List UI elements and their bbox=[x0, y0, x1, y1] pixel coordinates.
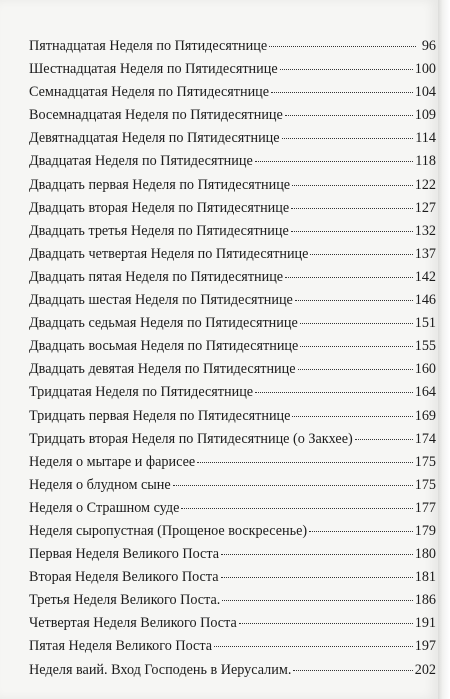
toc-leader-dots bbox=[291, 208, 413, 209]
toc-leader-dots bbox=[291, 231, 413, 232]
toc-leader-dots bbox=[221, 554, 413, 555]
toc-leader-dots bbox=[310, 254, 412, 255]
toc-entry-page-number: 202 bbox=[414, 661, 436, 678]
toc-leader-dots bbox=[222, 600, 412, 601]
toc-leader-dots bbox=[285, 277, 413, 278]
toc-entry bbox=[29, 546, 436, 569]
toc-leader-dots bbox=[292, 416, 412, 417]
toc-entry-title: Двадцать восьмая Неделя по Пятидесятнице bbox=[29, 338, 299, 355]
toc-entry-page-number: 118 bbox=[415, 153, 436, 170]
toc-entry-page-number: 122 bbox=[414, 176, 436, 193]
toc-entry-title: Двадцать первая Неделя по Пятидесятнице bbox=[29, 176, 291, 193]
toc-entry-title: Первая Неделя Великого Поста bbox=[29, 546, 220, 563]
toc-leader-dots bbox=[285, 115, 413, 116]
toc-entry-title: Вторая Неделя Великого Поста bbox=[29, 569, 219, 586]
toc-entry-title: Двадцать шестая Неделя по Пятидесятнице bbox=[29, 292, 293, 309]
toc-entry-title: Двадцать пятая Неделя по Пятидесятнице bbox=[29, 268, 284, 285]
toc-entry-page-number: 146 bbox=[414, 292, 436, 309]
toc-entry-title: Двадцать вторая Неделя по Пятидесятнице bbox=[29, 199, 290, 216]
toc-entry-title: Неделя сыропустная (Прощеное воскресенье) bbox=[29, 522, 308, 539]
toc-entry bbox=[29, 200, 436, 223]
toc-entry-title: Неделя о Страшном суде bbox=[29, 499, 180, 516]
toc-leader-dots bbox=[298, 369, 413, 370]
toc-entry-title: Пятнадцатая Неделя по Пятидесятнице bbox=[29, 38, 268, 54]
toc-entry bbox=[29, 315, 436, 338]
toc-entry-title: Восемнадцатая Неделя по Пятидесятнице bbox=[29, 107, 283, 124]
toc-leader-dots bbox=[293, 670, 412, 671]
toc-entry-page-number: 137 bbox=[414, 245, 436, 262]
toc-entry-page-number: 197 bbox=[414, 638, 436, 655]
toc-entry-page-number: 160 bbox=[414, 361, 436, 378]
toc-entry-page-number: 191 bbox=[414, 615, 436, 632]
toc-entry bbox=[29, 177, 436, 200]
toc-entry-page-number: 109 bbox=[414, 107, 436, 124]
toc-entry-title: Двадцать седьмая Неделя по Пятидесятнице bbox=[29, 315, 298, 332]
toc-leader-dots bbox=[355, 439, 413, 440]
toc-entry-page-number: 177 bbox=[414, 499, 436, 516]
toc-entry bbox=[29, 61, 436, 84]
toc-entry-page-number: 169 bbox=[414, 407, 436, 424]
toc-leader-dots bbox=[309, 531, 413, 532]
toc-leader-dots bbox=[255, 161, 413, 162]
toc-entry-title: Двадцать третья Неделя по Пятидесятнице bbox=[29, 222, 289, 239]
toc-entry-page-number: 142 bbox=[414, 268, 436, 285]
toc-entry-page-number: 104 bbox=[414, 84, 436, 101]
toc-entry bbox=[29, 107, 436, 130]
toc-entry bbox=[29, 292, 436, 315]
toc-entry bbox=[29, 662, 436, 685]
toc-entry bbox=[29, 338, 436, 361]
toc-leader-dots bbox=[239, 623, 413, 624]
toc-entry bbox=[29, 454, 436, 477]
toc-entry bbox=[29, 384, 436, 407]
toc-entry-title: Двадцать четвертая Неделя по Пятидесятнице bbox=[29, 245, 309, 262]
toc-entry bbox=[29, 638, 436, 661]
toc-entry-page-number: 164 bbox=[414, 384, 436, 401]
toc-entry-page-number: 175 bbox=[414, 453, 436, 470]
toc-leader-dots bbox=[282, 138, 414, 139]
toc-entry bbox=[29, 408, 436, 431]
toc-entry-title: Третья Неделя Великого Поста. bbox=[29, 592, 221, 609]
toc-entry-page-number: 155 bbox=[414, 338, 436, 355]
toc-entry bbox=[29, 500, 436, 523]
toc-leader-dots bbox=[295, 300, 413, 301]
toc-leader-dots bbox=[197, 462, 413, 463]
toc-leader-dots bbox=[255, 392, 413, 393]
toc-entry-title: Неделя о мытаре и фарисее bbox=[29, 453, 196, 470]
toc-entry bbox=[29, 361, 436, 384]
toc-entry-title: Тридцатая Неделя по Пятидесятнице bbox=[29, 384, 254, 401]
toc-entry-page-number: 174 bbox=[414, 430, 436, 447]
toc-leader-dots bbox=[271, 92, 413, 93]
toc-entry-title: Четвертая Неделя Великого Поста bbox=[29, 615, 237, 632]
toc-leader-dots bbox=[221, 577, 413, 578]
toc-leader-dots bbox=[214, 646, 413, 647]
toc-entry bbox=[29, 84, 436, 107]
toc-entry-page-number: 151 bbox=[414, 315, 436, 332]
toc-entry-title: Шестнадцатая Неделя по Пятидесятнице bbox=[29, 61, 278, 78]
page-edge bbox=[438, 0, 450, 699]
toc-leader-dots bbox=[173, 485, 413, 486]
toc-entry bbox=[29, 153, 436, 176]
toc-entry bbox=[29, 615, 436, 638]
toc-entry-page-number: 181 bbox=[414, 569, 436, 586]
toc-entry bbox=[29, 569, 436, 592]
toc-leader-dots bbox=[300, 323, 413, 324]
toc-entry bbox=[29, 269, 436, 292]
toc-entry-page-number: 114 bbox=[415, 130, 436, 147]
toc-entry-title: Тридцать вторая Неделя по Пятидесятнице (о Закхее) bbox=[29, 430, 353, 447]
toc-entry-page-number: 100 bbox=[414, 61, 436, 78]
toc-entry-title: Девятнадцатая Неделя по Пятидесятнице bbox=[29, 130, 280, 147]
toc-entry-page-number: 179 bbox=[414, 522, 436, 539]
toc-entry bbox=[29, 223, 436, 246]
toc-entry-title: Неделя о блудном сыне bbox=[29, 476, 171, 493]
toc-entry-page-number: 127 bbox=[414, 199, 436, 216]
toc-entry-page-number: 186 bbox=[414, 592, 436, 609]
toc-leader-dots bbox=[300, 346, 412, 347]
toc-entry-page-number: 175 bbox=[414, 476, 436, 493]
toc-entry-title: Пятая Неделя Великого Поста bbox=[29, 638, 213, 655]
toc-leader-dots bbox=[181, 508, 412, 509]
toc-entry bbox=[29, 592, 436, 615]
toc-entry-page-number: 96 bbox=[421, 38, 436, 54]
toc-entry bbox=[29, 477, 436, 500]
toc-entry bbox=[29, 431, 436, 454]
toc-entry-title: Тридцать первая Неделя по Пятидесятнице bbox=[29, 407, 291, 424]
toc-entry-title: Двадцать девятая Неделя по Пятидесятнице bbox=[29, 361, 296, 378]
toc-entry bbox=[29, 130, 436, 153]
table-of-contents bbox=[29, 38, 436, 685]
toc-leader-dots bbox=[292, 185, 413, 186]
toc-entry-title: Семнадцатая Неделя по Пятидесятнице bbox=[29, 84, 270, 101]
toc-entry-title: Неделя ваий. Вход Господень в Иерусалим. bbox=[29, 661, 292, 678]
toc-entry bbox=[29, 246, 436, 269]
toc-leader-dots bbox=[280, 69, 413, 70]
toc-entry-title: Двадцатая Неделя по Пятидесятнице bbox=[29, 153, 253, 170]
toc-entry bbox=[29, 38, 436, 61]
toc-entry bbox=[29, 523, 436, 546]
toc-leader-dots bbox=[269, 46, 416, 47]
toc-entry-page-number: 132 bbox=[414, 222, 436, 239]
toc-entry-page-number: 180 bbox=[414, 546, 436, 563]
